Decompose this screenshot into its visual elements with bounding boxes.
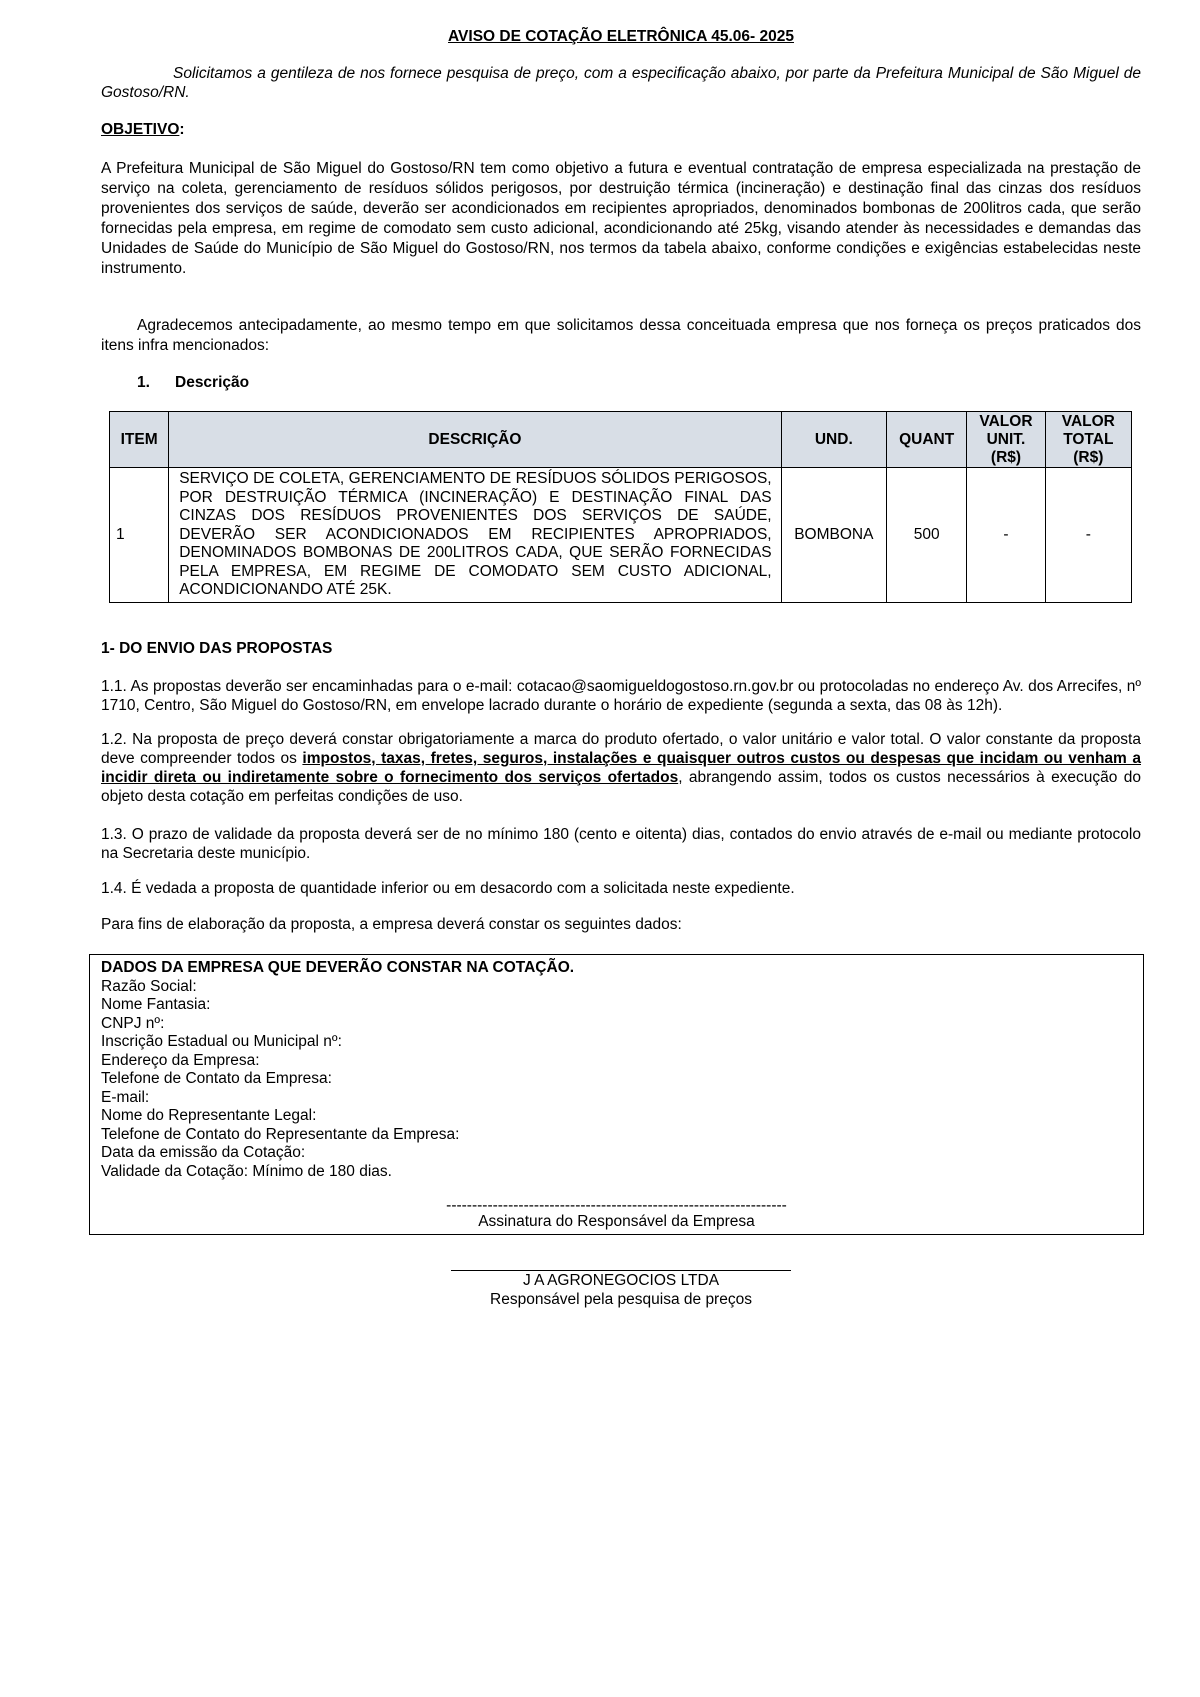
footer-company: J A AGRONEGOCIOS LTDA [522, 1272, 720, 1289]
objetivo-heading [101, 121, 185, 139]
field-validade: Validade da Cotação: Mínimo de 180 dias. [101, 1162, 392, 1180]
company-data-heading: DADOS DA EMPRESA QUE DEVERÃO CONSTAR NA COTAÇÃO. [101, 959, 575, 976]
field-nome-fantasia: Nome Fantasia: [101, 996, 211, 1013]
signature-label: Assinatura do Responsável da Empresa [478, 1213, 755, 1230]
header-valor-unit: VALOR UNIT. (R$) [967, 412, 1045, 468]
field-inscricao: Inscrição Estadual ou Municipal nº: [101, 1033, 342, 1050]
cell-valor-unit: - [967, 468, 1045, 603]
box-signature-block [90, 1198, 1143, 1230]
objetivo-heading-label: OBJETIVO [101, 121, 180, 138]
envio-paragraph-1: 1.1. As propostas deverão ser encaminhadas para o e-mail: cotacao@saomigueldogostoso.rn.gov.br ou protocoladas no endereço Av. dos Arrecifes, nº 1710, Centro, São Miguel do Gostoso/RN, em envelope lacrado durante o horário de expediente (segunda a sexta, das 08 às 12h). [101, 678, 1141, 714]
field-endereco: Endereço da Empresa: [101, 1051, 260, 1069]
envio-p2-start: 1.2. Na proposta de preço deverá constar obrigatoriamente a marca do produto ofertado, o valor unitário e valor total. O valor constante da proposta deve compreender todos os [101, 731, 1141, 767]
envio-heading: 1- DO ENVIO DAS PROPOSTAS [101, 640, 333, 657]
signature-dashes: ------------------------------------------------------------------ [446, 1197, 787, 1214]
table-row [110, 468, 1132, 603]
company-data-box [89, 954, 1144, 1235]
header-valor-total: VALOR TOTAL (R$) [1045, 412, 1131, 468]
intro-paragraph: Solicitamos a gentileza de nos fornece pesquisa de preço, com a especificação abaixo, por parte da Prefeitura Municipal de São Miguel de Gostoso/RN. [101, 65, 1141, 101]
items-table [109, 411, 1132, 603]
header-quant: QUANT [887, 412, 967, 468]
envio-p2-emphasis: impostos, taxas, fretes, seguros, instalações e quaisquer outros custos ou despesas que incidam ou venham a incidir direta ou indiretamente sobre o fornecimento dos serviços ofertados [101, 750, 1141, 786]
envio-paragraph-3: 1.3. O prazo de validade da proposta deverá ser de no mínimo 180 (cento e oitenta) dias, contados do envio através de e-mail ou mediante protocolo na Secretaria deste município. [101, 826, 1141, 862]
cell-valor-total: - [1045, 468, 1131, 603]
agradecemos-paragraph: Agradecemos antecipadamente, ao mesmo tempo em que solicitamos dessa conceituada empresa que nos forneça os preços praticados dos itens infra mencionados: [101, 317, 1141, 354]
field-razao-social: Razão Social: [101, 977, 197, 995]
cell-quant: 500 [887, 468, 967, 603]
cell-und: BOMBONA [781, 468, 886, 603]
document-title: AVISO DE COTAÇÃO ELETRÔNICA 45.06- 2025 [448, 28, 794, 45]
header-item: ITEM [110, 412, 169, 468]
header-und: UND. [781, 412, 886, 468]
descricao-label: Descrição [175, 374, 250, 391]
objetivo-paragraph: A Prefeitura Municipal de São Miguel do Gostoso/RN tem como objetivo a futura e eventual contratação de empresa especializada na prestação de serviço na coleta, gerenciamento de resíduos sólidos perigosos, por destruição térmica (incineração) e destinação final das cinzas dos resíduos provenientes dos serviços de saúde, deverão ser acondicionados em recipientes apropriados, denominados bombonas de 200litros cada, que serão fornecidas pela empresa, em regime de comodato sem custo adicional, acondicionando até 25kg, visando atender às necessidades e demandas das Unidades de Saúde do Município de São Miguel do Gostoso/RN, nos termos da tabela abaixo, conforme condições e exigências estabelecidas neste instrumento. [101, 160, 1141, 277]
field-email: E-mail: [101, 1088, 150, 1106]
footer-signature-line [451, 1255, 791, 1271]
table-header-row [110, 412, 1132, 468]
field-data-emissao: Data da emissão da Cotação: [101, 1144, 306, 1161]
envio-paragraph-2 [101, 730, 1141, 806]
cell-item: 1 [110, 468, 169, 603]
envio-paragraph-5: Para fins de elaboração da proposta, a empresa deverá constar os seguintes dados: [101, 916, 682, 933]
cell-descricao: SERVIÇO DE COLETA, GERENCIAMENTO DE RESÍDUOS SÓLIDOS PERIGOSOS, POR DESTRUIÇÃO TÉRMICA (INCINERAÇÃO) E DESTINAÇÃO FINAL DAS CINZAS DOS RESÍDUOS PROVENIENTES DOS SERVIÇOS DE SAÚDE, DEVERÃO SER ACONDICIONADOS EM RECIPIENTES APROPRIADOS, DENOMINADOS BOMBONAS DE 200LITROS CADA, QUE SERÃO FORNECIDAS PELA EMPRESA, EM REGIME DE COMODATO SEM CUSTO ADICIONAL, ACONDICIONANDO ATÉ 25K. [169, 468, 781, 603]
field-representante: Nome do Representante Legal: [101, 1107, 317, 1124]
descricao-number: 1. [137, 374, 150, 391]
envio-p2-end: , abrangendo assim, todos os custos necessários à execução do objeto desta cotação em perfeitas condições de uso. [101, 769, 1141, 805]
descricao-heading [137, 374, 249, 392]
company-data-fields [101, 959, 574, 1181]
field-telefone-representante: Telefone de Contato do Representante da Empresa: [101, 1125, 460, 1143]
field-telefone-empresa: Telefone de Contato da Empresa: [101, 1070, 332, 1087]
objetivo-heading-colon: : [179, 121, 185, 138]
footer-role: Responsável pela pesquisa de preços [490, 1291, 752, 1308]
envio-paragraph-4: 1.4. É vedada a proposta de quantidade inferior ou em desacordo com a solicitada neste expediente. [101, 880, 795, 897]
field-cnpj: CNPJ nº: [101, 1014, 165, 1032]
footer-signature [101, 1255, 1141, 1309]
header-descricao: DESCRIÇÃO [169, 412, 781, 468]
